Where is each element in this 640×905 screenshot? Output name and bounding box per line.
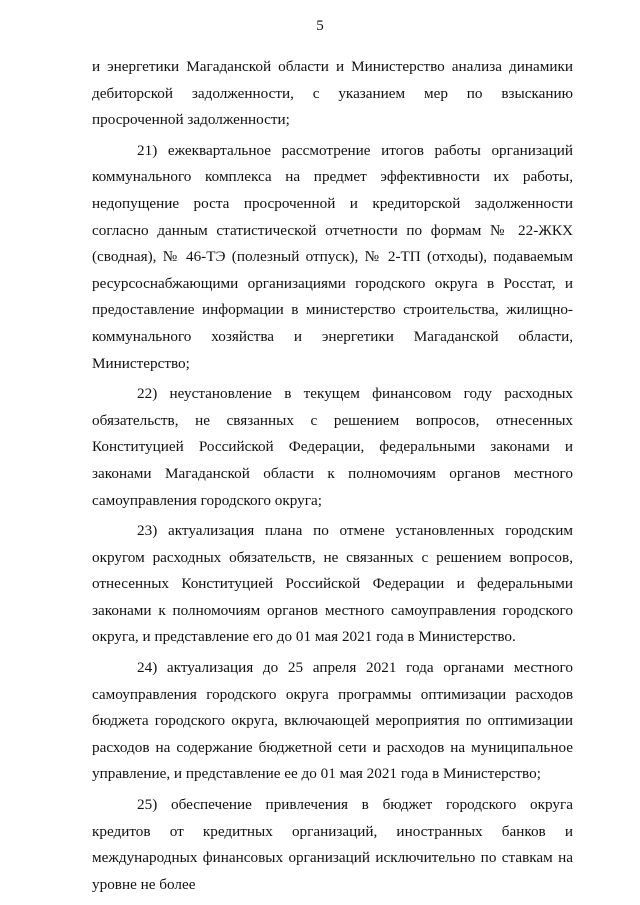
paragraph-item-21: 21) ежеквартальное рассмотрение итогов работы организаций коммунального комплекса на предмет эффективности их работы, недопущение роста просроченной и кредиторской задолженности согласно данным статистической отчетности по формам № 22-ЖКХ (сводная), № 46-ТЭ (полезный отпуск), № 2-ТП (отходы), подаваемым ресурсоснабжающими организациями городского округа в Росстат, и предоставление информации в министерство строительства, жилищно-коммунального хозяйства и энергетики Магаданской области, Министерство;: [92, 141, 573, 372]
paragraph-item-25: 25) обеспечение привлечения в бюджет городского округа кредитов от кредитных организаций, иностранных банков и международных финансовых организаций исключительно по ставкам на уровне не более: [92, 796, 573, 893]
paragraph-continuation: и энергетики Магаданской области и Министерство анализа динамики дебиторской задолженности, с указанием мер по взысканию просроченной задолженности;: [92, 58, 573, 129]
paragraph-item-22: 22) неустановление в текущем финансовом году расходных обязательств, не связанных с решением вопросов, отнесенных Конституцией Российской Федерации, федеральными законами и законами Магаданской области к полномочиям органов местного самоуправления городского округа;: [92, 385, 573, 509]
paragraph-item-24: 24) актуализация до 25 апреля 2021 года органами местного самоуправления городского округа программы оптимизации расходов бюджета городского округа, включающей мероприятия по оптимизации расходов на содержание бюджетной сети и расходов на муниципальное управление, и представление ее до 01 мая 2021 года в Министерство;: [92, 659, 573, 783]
paragraph-item-23: 23) актуализация плана по отмене установленных городским округом расходных обязательств, не связанных с решением вопросов, отнесенных Конституцией Российской Федерации и федеральными законами к полномочиям органов местного самоуправления городского округа, и представление его до 01 мая 2021 года в Министерство.: [92, 522, 573, 646]
page-number: 5: [316, 18, 324, 34]
document-body: [92, 54, 573, 898]
